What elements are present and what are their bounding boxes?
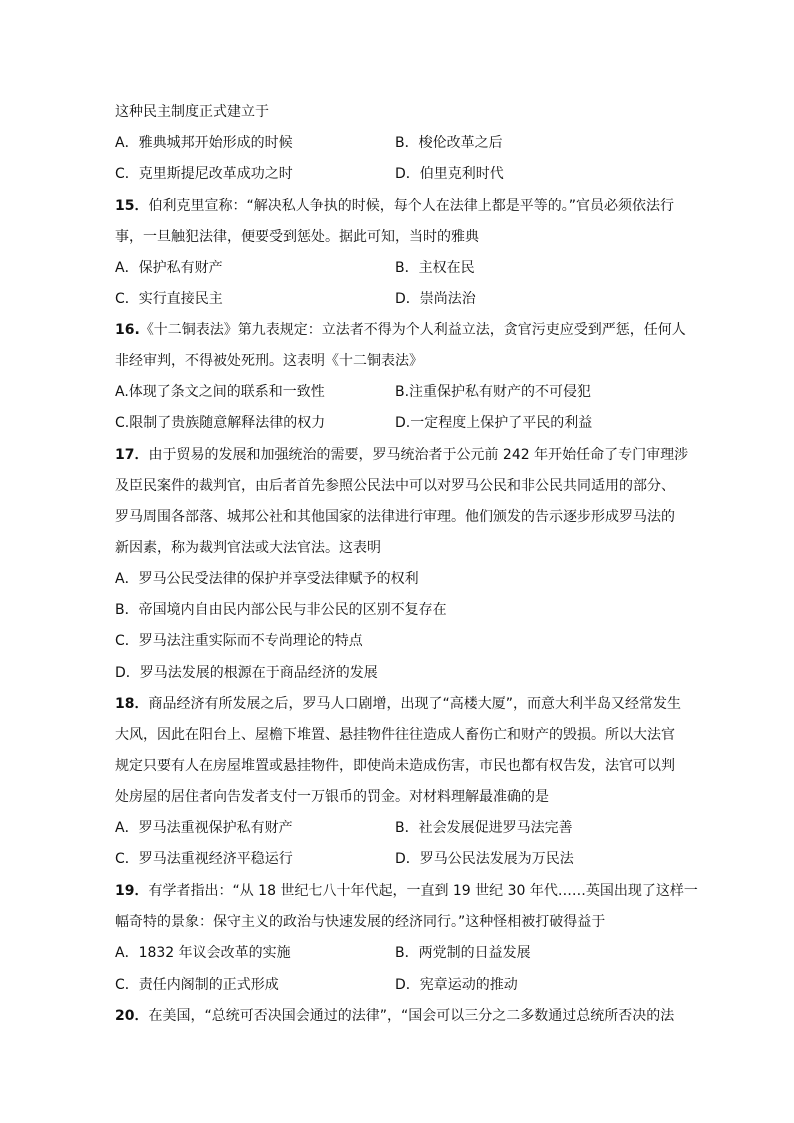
question-16	[115, 320, 685, 340]
text-line: 非经审判，不得被处死刑。这表明《十二铜表法》	[115, 353, 423, 369]
question-17	[115, 445, 689, 465]
question-number: 19．	[115, 883, 149, 899]
option-c: C．罗马法注重实际而不专尚理论的特点	[115, 633, 363, 649]
option-d: D．宪章运动的推动	[395, 977, 518, 993]
option-b: B．社会发展促进罗马法完善	[395, 820, 573, 836]
question-text: 伯利克里宣称：“解决私人争执的时候，每个人在法律上都是平等的。”官员必须依法行	[148, 198, 674, 214]
question-number: 16.	[115, 322, 140, 338]
question-18	[115, 694, 685, 714]
text-line: 处房屋的居住者向告发者支付一万银币的罚金。对材料理解最准确的是	[115, 789, 549, 805]
option-d: D.一定程度上保护了平民的利益	[395, 415, 593, 431]
question-19	[115, 881, 698, 901]
question-number: 20．	[115, 1008, 149, 1024]
option-a: A．保护私有财产	[115, 260, 223, 276]
text-line: 事，一旦触犯法律，便要受到惩处。据此可知，当时的雅典	[115, 229, 479, 245]
option-b: B．帝国境内自由民内部公民与非公民的区别不复存在	[115, 602, 447, 618]
option-a: A.体现了条文之间的联系和一致性	[115, 384, 325, 400]
option-c: C．罗马法重视经济平稳运行	[115, 851, 293, 867]
question-text: 《十二铜表法》第九表规定：立法者不得为个人利益立法，贪官污吏应受到严惩，任何人	[139, 322, 686, 338]
question-number: 15．	[115, 198, 149, 214]
option-d: D．罗马法发展的根源在于商品经济的发展	[115, 665, 378, 681]
option-b: B.注重保护私有财产的不可侵犯	[395, 384, 592, 400]
question-text: 有学者指出：“从 18 世纪七八十年代起，一直到 19 世纪 30 年代……英国出现了这样一	[148, 883, 698, 899]
option-a: A．雅典城邦开始形成的时候	[115, 135, 293, 151]
text-line: 罗马周围各部落、城邦公社和其他国家的法律进行审理。他们颁发的告示逐步形成罗马法的	[115, 509, 675, 525]
option-b: B．梭伦改革之后	[395, 135, 503, 151]
question-20	[115, 1006, 685, 1026]
option-c: C.限制了贵族随意解释法律的权力	[115, 415, 326, 431]
text-line: 及臣民案件的裁判官，由后者首先参照公民法中可以对罗马公民和非公民共同适用的部分、	[115, 478, 675, 494]
text-line: 新因素，称为裁判官法或大法官法。这表明	[115, 540, 381, 556]
option-d: D．崇尚法治	[395, 291, 476, 307]
option-c: C．实行直接民主	[115, 291, 223, 307]
question-text: 由于贸易的发展和加强统治的需要，罗马统治者于公元前 242 年开始任命了专门审理涉	[148, 447, 689, 463]
option-c: C．责任内阁制的正式形成	[115, 977, 279, 993]
option-d: D．罗马公民法发展为万民法	[395, 851, 574, 867]
text-line: 这种民主制度正式建立于	[115, 104, 269, 120]
text-line: 大风，因此在阳台上、屋檐下堆置、悬挂物件往往造成人畜伤亡和财产的毁损。所以大法官	[115, 727, 675, 743]
option-c: C．克里斯提尼改革成功之时	[115, 166, 293, 182]
text-line: 幅奇特的景象：保守主义的政治与快速发展的经济同行。”这种怪相被打破得益于	[115, 914, 606, 930]
option-a: A．罗马公民受法律的保护并享受法律赋予的权利	[115, 571, 419, 587]
option-a: A．罗马法重视保护私有财产	[115, 820, 293, 836]
question-15	[115, 196, 685, 216]
question-number: 17．	[115, 447, 149, 463]
text-line: 规定只要有人在房屋堆置或悬挂物件，即使尚未造成伤害，市民也都有权告发，法官可以判	[115, 758, 675, 774]
question-number: 18．	[115, 696, 149, 712]
question-text: 商品经济有所发展之后，罗马人口剧增，出现了“高楼大厦”，而意大利半岛又经常发生	[148, 696, 681, 712]
question-text: 在美国，“总统可否决国会通过的法律”，“国会可以三分之二多数通过总统所否决的法	[148, 1008, 675, 1024]
option-b: B．两党制的日益发展	[395, 945, 531, 961]
option-b: B．主权在民	[395, 260, 475, 276]
option-d: D．伯里克利时代	[395, 166, 504, 182]
option-a: A．1832 年议会改革的实施	[115, 945, 291, 961]
